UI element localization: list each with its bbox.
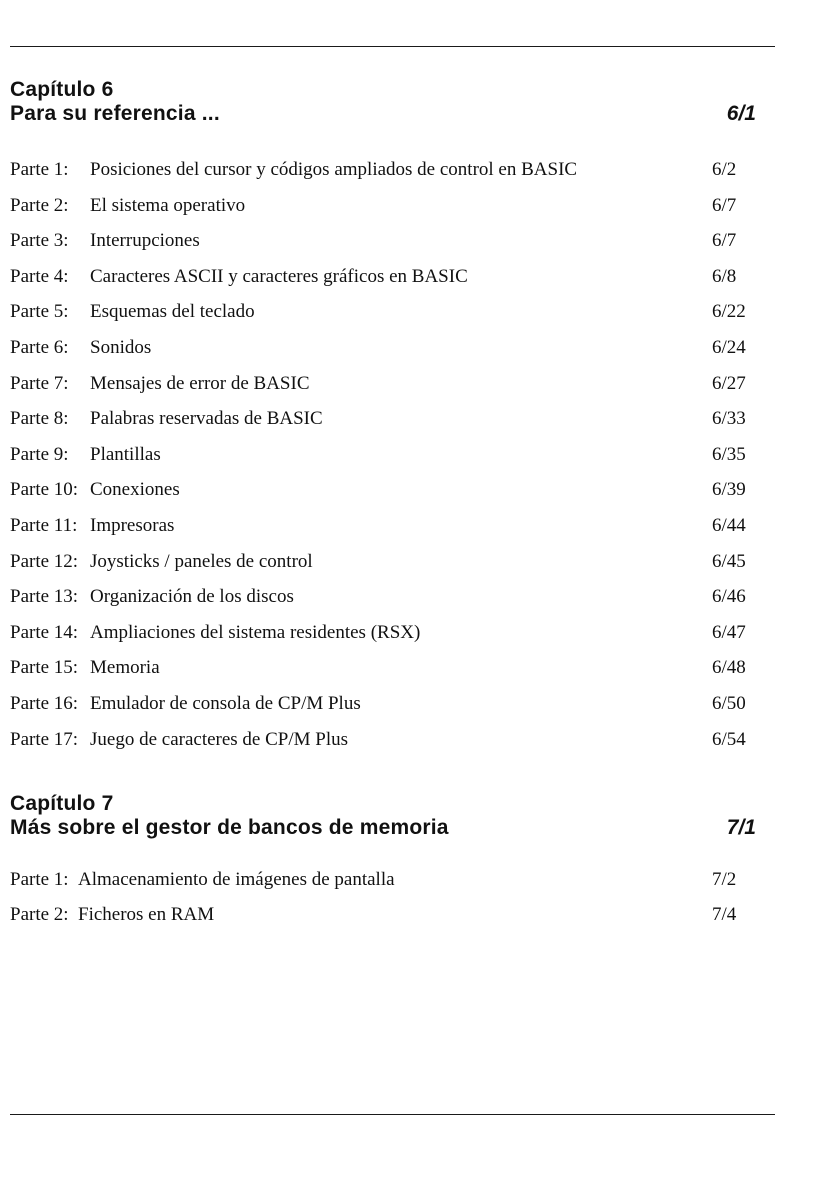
toc-entry: [10, 862, 758, 897]
toc-entry-number: Parte 15:: [10, 657, 79, 679]
toc-entry-title: Juego de caracteres de CP/M Plus: [90, 728, 349, 750]
toc-entry-page: 6/39: [712, 479, 746, 501]
chapter-6-section: [10, 78, 758, 757]
toc-entry: [10, 188, 758, 224]
toc-entry-page: 6/22: [712, 301, 746, 323]
toc-entry-number: Parte 1:: [10, 869, 69, 890]
toc-entry-number: Parte 9:: [10, 443, 69, 465]
toc-entry: [10, 686, 758, 722]
toc-entry-page: 7/2: [712, 869, 737, 890]
chapter-6-toc: [10, 152, 758, 757]
chapter-6-label: Capítulo 6: [10, 78, 114, 101]
toc-entry-page: 6/47: [712, 621, 746, 643]
toc-entry-page: 6/33: [712, 408, 746, 430]
toc-entry-number: Parte 10:: [10, 479, 79, 501]
toc-entry: [10, 401, 758, 437]
chapter-6-title: Para su referencia ...: [10, 102, 220, 125]
chapter-7-page: 7/1: [726, 816, 756, 839]
toc-entry-number: Parte 2:: [10, 194, 69, 216]
toc-entry-page: 6/2: [712, 159, 737, 180]
toc-entry-page: 6/46: [712, 586, 746, 608]
toc-entry-title: Joysticks / paneles de control: [90, 550, 313, 572]
toc-entry-title: Ficheros en RAM: [78, 904, 215, 925]
toc-entry-page: 6/8: [712, 265, 737, 287]
toc-entry-title: Esquemas del teclado: [90, 301, 255, 323]
chapter-7-title: Más sobre el gestor de bancos de memoria: [10, 816, 449, 839]
toc-entry-title: El sistema operativo: [90, 194, 246, 216]
toc-entry: [10, 330, 758, 366]
toc-entry-number: Parte 2:: [10, 904, 69, 925]
toc-entry-number: Parte 5:: [10, 301, 69, 323]
toc-entry: [10, 223, 758, 259]
toc-entry-title: Sonidos: [90, 336, 152, 358]
toc-entry-number: Parte 14:: [10, 621, 79, 643]
chapter-7-toc: [10, 862, 758, 932]
top-rule: [10, 46, 775, 47]
chapter-6-page: 6/1: [726, 102, 756, 125]
toc-entry-number: Parte 1:: [10, 159, 69, 180]
toc-entry-title: Impresoras: [90, 514, 175, 536]
toc-entry-title: Mensajes de error de BASIC: [90, 372, 310, 394]
chapter-7-label: Capítulo 7: [10, 792, 114, 815]
toc-entry: [10, 294, 758, 330]
toc-entry-number: Parte 4:: [10, 265, 69, 287]
toc-entry: [10, 259, 758, 295]
toc-entry-page: 6/54: [712, 728, 746, 750]
toc-entry-page: 6/7: [712, 230, 737, 252]
toc-entry: [10, 615, 758, 651]
toc-entry-number: Parte 11:: [10, 514, 78, 536]
toc-entry-page: 6/27: [712, 372, 746, 394]
toc-entry-title: Interrupciones: [90, 230, 200, 252]
toc-entry-page: 6/44: [712, 514, 746, 536]
toc-entry-number: Parte 8:: [10, 408, 69, 430]
toc-entry-title: Plantillas: [90, 443, 161, 465]
toc-entry: [10, 366, 758, 402]
toc-entry-number: Parte 3:: [10, 230, 69, 252]
toc-entry-number: Parte 17:: [10, 728, 79, 750]
chapter-6-title-row: [10, 102, 758, 126]
toc-entry-number: Parte 12:: [10, 550, 79, 572]
toc-entry: [10, 508, 758, 544]
toc-entry-page: 6/7: [712, 194, 737, 216]
toc-entry: [10, 650, 758, 686]
chapter-7-section: [10, 792, 758, 932]
toc-entry-title: Caracteres ASCII y caracteres gráficos en BASIC: [90, 265, 468, 287]
toc-entry-title: Ampliaciones del sistema residentes (RSX): [90, 621, 421, 643]
chapter-7-title-row: [10, 816, 758, 840]
toc-entry-page: 6/24: [712, 336, 746, 358]
bottom-rule: [10, 1114, 775, 1115]
toc-entry-number: Parte 13:: [10, 586, 79, 608]
toc-entry-page: 7/4: [712, 904, 737, 925]
toc-entry: [10, 152, 758, 188]
toc-entry-page: 6/48: [712, 657, 746, 679]
toc-entry: [10, 544, 758, 580]
toc-entry: [10, 579, 758, 615]
toc-entry-number: Parte 7:: [10, 372, 69, 394]
toc-entry-title: Palabras reservadas de BASIC: [90, 408, 323, 430]
toc-entry-title: Organización de los discos: [90, 586, 294, 608]
toc-entry-title: Almacenamiento de imágenes de pantalla: [78, 869, 395, 890]
toc-entry-number: Parte 6:: [10, 336, 69, 358]
toc-entry-title: Conexiones: [90, 479, 180, 501]
toc-entry-title: Emulador de consola de CP/M Plus: [90, 692, 361, 714]
toc-entry: [10, 472, 758, 508]
toc-entry-page: 6/50: [712, 692, 746, 714]
toc-entry-title: Memoria: [90, 657, 160, 679]
toc-entry: [10, 897, 758, 932]
toc-entry: [10, 722, 758, 758]
toc-entry-page: 6/45: [712, 550, 746, 572]
toc-entry-number: Parte 16:: [10, 692, 79, 714]
toc-entry-title: Posiciones del cursor y códigos ampliados de control en BASIC: [90, 159, 578, 180]
toc-entry: [10, 437, 758, 473]
toc-entry-page: 6/35: [712, 443, 746, 465]
